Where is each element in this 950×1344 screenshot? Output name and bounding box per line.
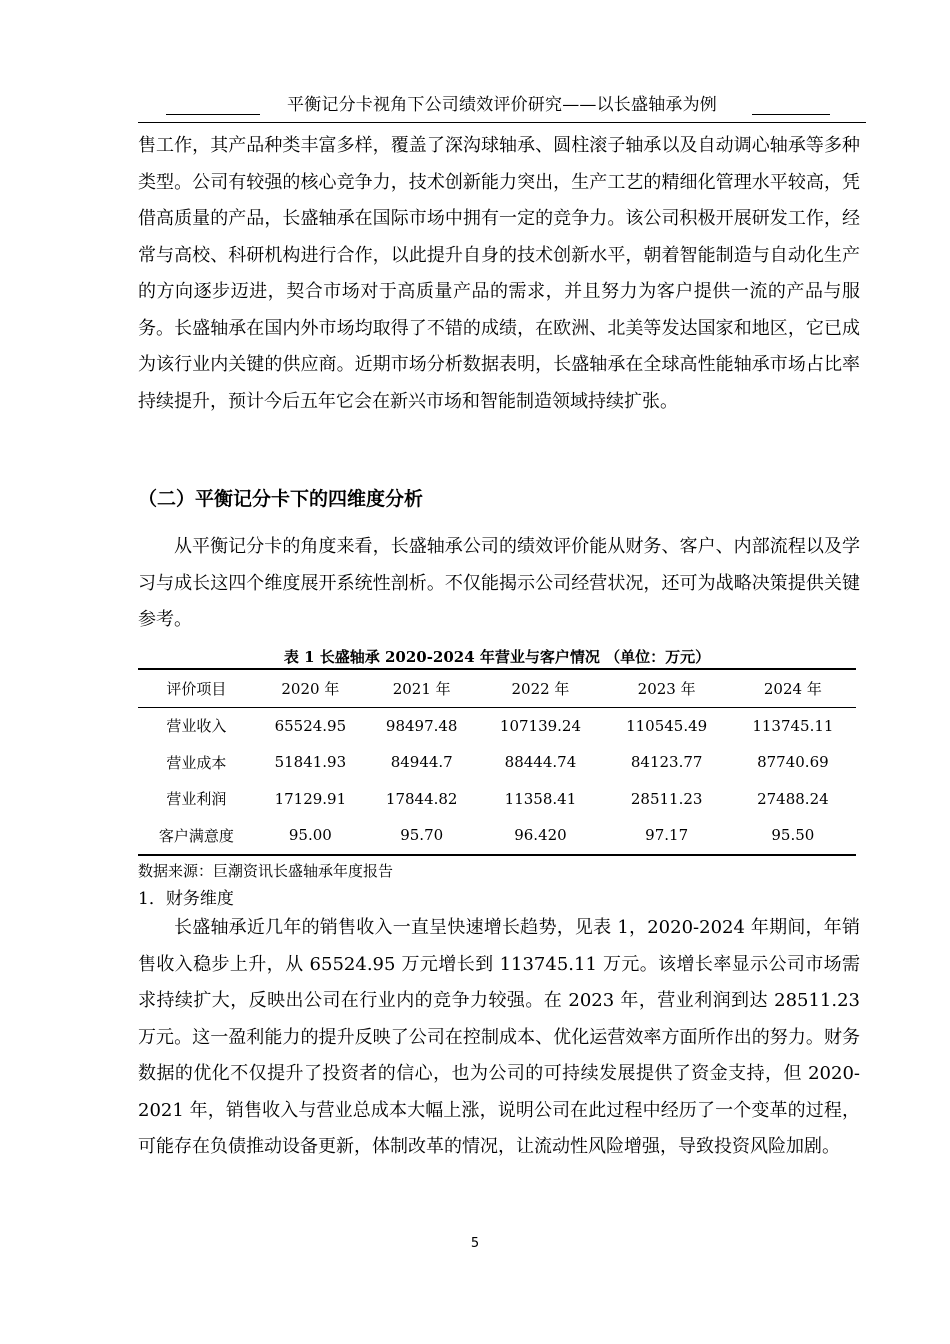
table-cell: 11358.41 (504, 789, 577, 808)
header-title: 平衡记分卡视角下公司绩效评价研究——以长盛轴承为例 (287, 95, 717, 115)
intro-paragraph: 售工作，其产品种类丰富多样，覆盖了深沟球轴承、圆柱滚子轴承以及自动调心轴承等多种类型。公司有较强的核心竞争力，技术创新能力突出，生产工艺的精细化管理水平较高，凭借高质量的产品，长盛轴承在国际市场中拥有一定的竞争力。该公司积极开展研发工作，经常与高校、科研机构进行合作，以此提升自身的技术创新水平，朝着智能制造与自动化生产的方向逐步迈进，契合市场对于高质量产品的需求，并且努力为客户提供一流的产品与服务。长盛轴承在国内外市场均取得了不错的成绩，在欧洲、北美等发达国家和地区，它已成为该行业内关键的供应商。近期市场分析数据表明，长盛轴承在全球高性能轴承市场占比率持续提升，预计今后五年它会在新兴市场和智能制造领域持续扩张。 (138, 135, 860, 412)
table-row (138, 781, 856, 818)
finance-paragraph: 长盛轴承近几年的销售收入一直呈快速增长趋势，见表 1，2020-2024 年期间，年销售收入稳步上升，从 65524.95 万元增长到 113745.11 万元。该增长率显示公司市场需求持续扩大，反映出公司在行业内的竞争力较强。在 2023 年，营业利润到达 28511.23 万元。这一盈利能力的提升反映了公司在控制成本、优化运营效率方面所作出的努力。财务数据的优化不仅提升了投资者的信心，也为公司的可持续发展提供了资金支持，但 2020-2021 年，销售收入与营业总成本大幅上涨，说明公司在此过程中经历了一个变革的过程，可能存在负债推动设备更新，体制改革的情况，让流动性风险增强，导致投资风险加剧。 (138, 917, 860, 1157)
table-cell: 95.50 (771, 826, 815, 845)
section-block (138, 529, 860, 639)
table-cell: 107139.24 (499, 716, 582, 735)
table-cell: 84944.7 (390, 753, 453, 772)
finance-block (138, 910, 860, 1166)
table-cell: 17844.82 (385, 789, 458, 808)
table-cell: 51841.93 (274, 753, 347, 772)
table-cell: 88444.74 (504, 753, 577, 772)
intro-block (138, 128, 860, 420)
revenue-table (138, 668, 856, 856)
header-underline-right (752, 114, 830, 115)
table-row (138, 744, 856, 781)
page-header (138, 92, 866, 123)
table-cell: 营业利润 (166, 790, 227, 809)
table-header-cell: 2021 年 (392, 679, 451, 698)
table-cell: 27488.24 (757, 789, 829, 808)
subsection-heading: 1．财务维度 (138, 889, 234, 909)
table-header-cell: 2022 年 (511, 679, 570, 698)
table-cell: 84123.77 (630, 753, 703, 772)
table-header-cell: 2024 年 (763, 679, 822, 698)
table-source: 数据来源：巨潮资讯长盛轴承年度报告 (138, 862, 394, 880)
table-header-row (138, 669, 856, 707)
table-cell: 87740.69 (757, 753, 829, 772)
table-cell: 113745.11 (752, 716, 834, 735)
table-cell: 客户满意度 (158, 826, 234, 845)
table-cell: 营业收入 (166, 717, 227, 736)
table-cell: 95.00 (288, 826, 332, 845)
table-cell: 96.420 (514, 826, 567, 845)
page-number: 5 (470, 1236, 480, 1251)
table-header-cell: 评价项目 (166, 679, 227, 698)
table-cell: 97.17 (645, 826, 689, 845)
table-cell: 营业成本 (166, 753, 227, 772)
table-cell: 65524.95 (274, 716, 347, 735)
table-row (138, 707, 856, 744)
section-paragraph: 从平衡记分卡的角度来看，长盛轴承公司的绩效评价能从财务、客户、内部流程以及学习与成长这四个维度展开系统性剖析。不仅能揭示公司经营状况，还可为战略决策提供关键参考。 (138, 536, 860, 630)
table-cell: 95.70 (400, 826, 444, 845)
table-cell: 17129.91 (274, 789, 347, 808)
table-cell: 110545.49 (626, 716, 708, 735)
table-row (138, 817, 856, 855)
table-header-cell: 2023 年 (637, 679, 696, 698)
table-cell: 98497.48 (385, 716, 458, 735)
table-header-cell: 2020 年 (281, 679, 340, 698)
section-heading: （二）平衡记分卡下的四维度分析 (138, 488, 424, 510)
table-caption: 表 1 长盛轴承 2020-2024 年营业与客户情况 （单位：万元） (283, 648, 711, 666)
table-cell: 28511.23 (630, 789, 703, 808)
